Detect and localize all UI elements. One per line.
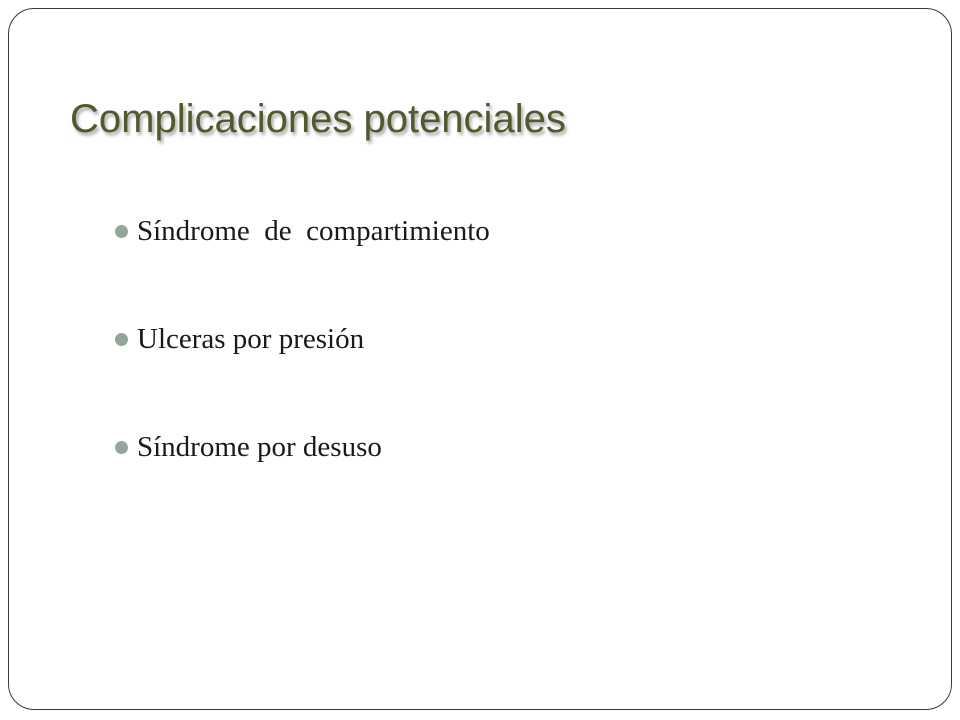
bullet-icon bbox=[115, 225, 128, 238]
bullet-list bbox=[115, 205, 490, 529]
bullet-text: Ulceras por presión bbox=[137, 323, 365, 355]
list-item bbox=[115, 313, 490, 366]
bullet-text: Síndrome por desuso bbox=[137, 431, 382, 463]
bullet-text: Síndrome de compartimiento bbox=[137, 215, 490, 247]
bullet-icon bbox=[115, 441, 128, 454]
list-item bbox=[115, 205, 490, 258]
slide-title: Complicaciones potenciales bbox=[70, 97, 566, 141]
slide-frame bbox=[8, 8, 952, 710]
bullet-icon bbox=[115, 333, 128, 346]
list-item bbox=[115, 421, 490, 474]
